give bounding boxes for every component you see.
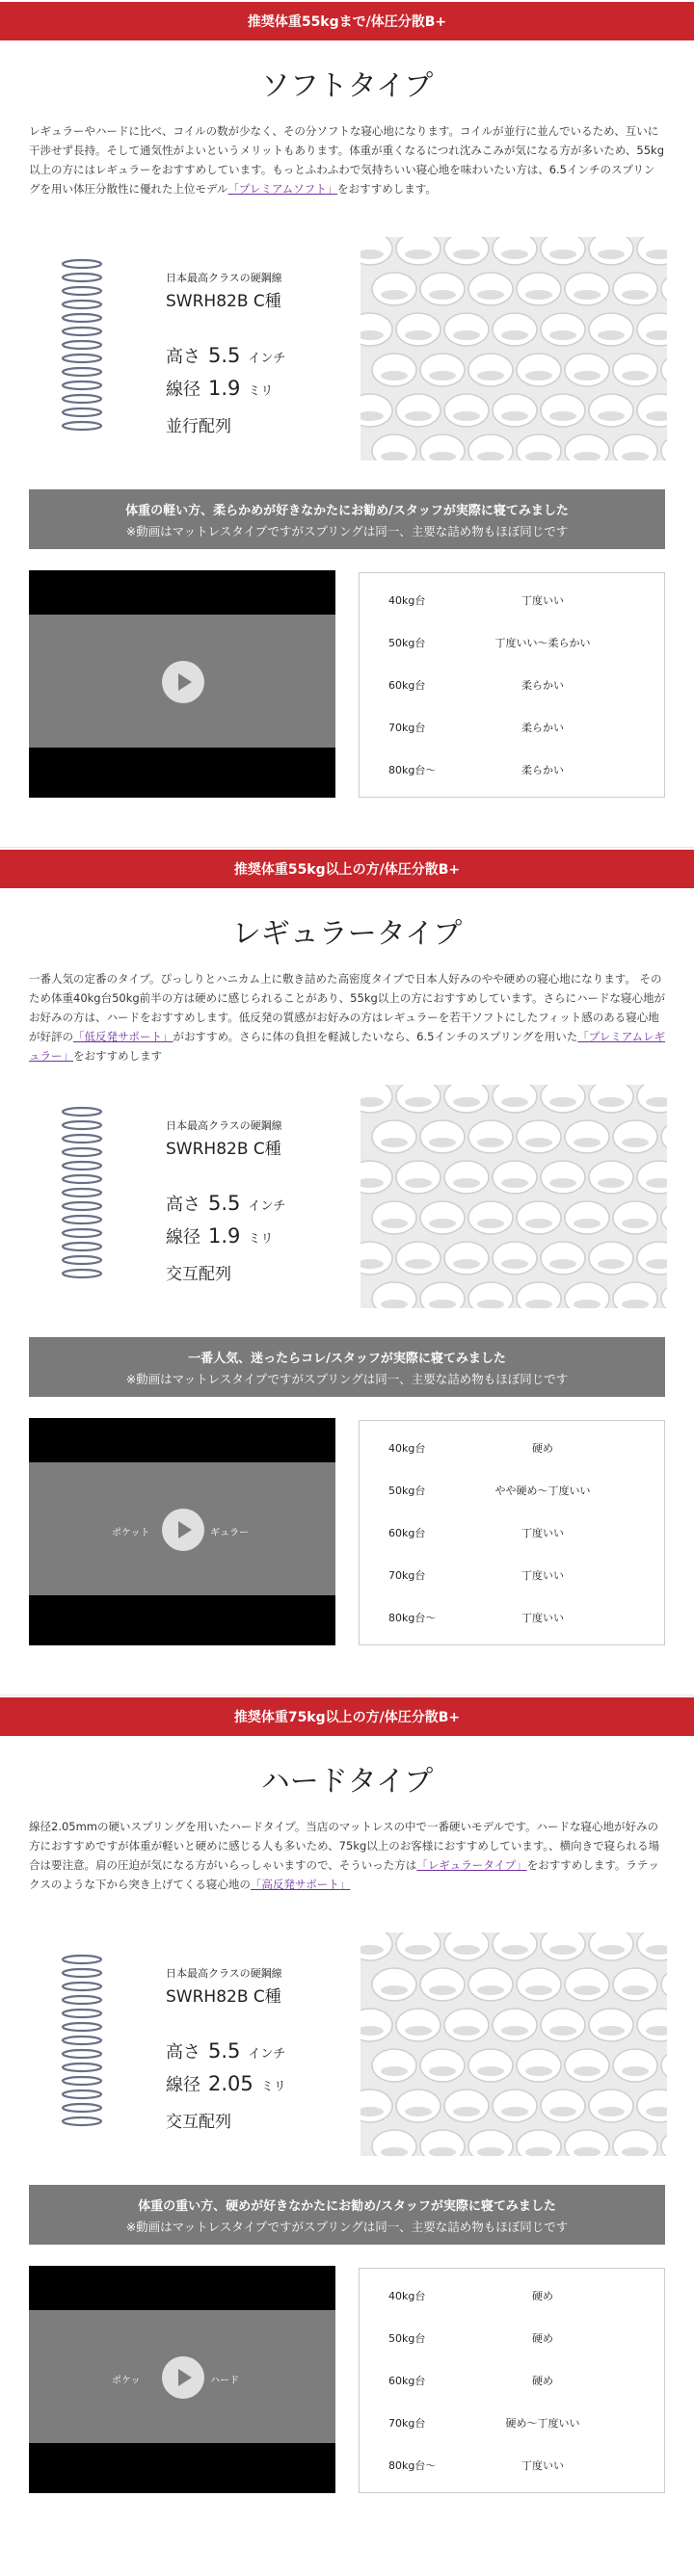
weight-cell: 60kg台 (388, 2375, 426, 2387)
recommend-banner: 推奨体重55kg以上の方/体圧分散B+ (0, 850, 694, 888)
spring-coil-icon (58, 256, 106, 449)
spec-unit: ミリ (260, 2080, 286, 2094)
table-row (360, 2444, 664, 2486)
section-title: レギュラータイプ (231, 917, 463, 951)
spec-label: 高さ (166, 2042, 200, 2063)
firmness-cell: 柔らかい (521, 764, 564, 776)
spec-model: SWRH82B C種 (166, 292, 281, 311)
spring-spec (29, 227, 342, 473)
recommend-banner: 推奨体重55kgまで/体圧分散B+ (0, 2, 694, 40)
firmness-cell: 丁度いい (521, 594, 564, 607)
table-row (360, 2402, 664, 2444)
table-row (360, 1511, 664, 1554)
spec-unit: インチ (248, 352, 286, 366)
firmness-cell: 硬め (532, 1442, 553, 1455)
table-row (360, 579, 664, 621)
video-caption-left: ポケッ (112, 2376, 141, 2386)
product-link[interactable]: 「低反発サポート」 (73, 1030, 174, 1043)
weight-cell: 40kg台 (388, 2290, 426, 2302)
spec-heading: 日本最高クラスの硬鋼線 (166, 1119, 282, 1132)
spring-coil-icon (58, 1952, 106, 2144)
desc-text: をおすすめします。 (337, 182, 437, 196)
table-row (360, 706, 664, 749)
video-heading-bar (29, 1337, 665, 1397)
section-description (29, 1817, 665, 1894)
play-icon[interactable] (162, 2356, 204, 2399)
weight-cell: 50kg台 (388, 637, 426, 649)
table-row (360, 2317, 664, 2359)
weight-cell: 70kg台 (388, 2417, 426, 2430)
desc-text: をおすすめします。ラテックスのような下から突き上げてくる寝心地の (29, 1858, 659, 1891)
weight-cell: 50kg台 (388, 1485, 426, 1497)
coil-pattern-image (360, 1085, 667, 1308)
table-row (360, 621, 664, 664)
desc-text: レギュラーやハードに比べ、コイルの数が少なく、その分ソフトな寝心地になります。コイルが並行に並んでいるため、互いに干渉せず長持。そして通気性がよいというメリットもあります。体重が重くなるにつれ沈みこみが気になる方が多いため、55kg以上の方にはレギュラーをおすすめしています。もっとふわふわで気持ちいい寝心地を味わいたい方は、6.5インチのスプリングを用い体圧分散性に優れた上位モデル (29, 124, 665, 196)
product-link[interactable]: 「高反発サポート」 (250, 1878, 351, 1891)
product-link[interactable]: 「プレミアムレギュラー」 (29, 1030, 665, 1063)
video-heading-bar (29, 2185, 665, 2245)
firmness-cell: やや硬め〜丁度いい (494, 1485, 591, 1497)
firmness-table (359, 2268, 665, 2493)
weight-cell: 70kg台 (388, 722, 426, 734)
firmness-cell: 丁度いい (521, 2459, 564, 2472)
spec-wire (166, 2071, 286, 2096)
spec-label: 線径 (166, 2075, 200, 2095)
spec-arrangement: 交互配列 (166, 1265, 231, 1284)
table-row (360, 2359, 664, 2402)
desc-text: をおすすめします (73, 1049, 163, 1063)
desc-text: がおすすめ。さらに体の負担を軽減したいなら、6.5インチのスプリングを用いた (173, 1030, 578, 1043)
video-caption-left: ポケット (112, 1528, 150, 1538)
weight-cell: 80kg台〜 (388, 1612, 437, 1624)
section-description (29, 969, 665, 1065)
type-section-soft (0, 0, 694, 848)
coil-pattern-image (360, 1932, 667, 2156)
firmness-cell: 丁度いい (521, 1527, 564, 1539)
spec-label: 線径 (166, 380, 200, 400)
video-heading-bar (29, 489, 665, 549)
pocket-coil-photo (360, 1085, 667, 1308)
weight-cell: 50kg台 (388, 2332, 426, 2345)
video-heading: 一番人気、迷ったらコレ/スタッフが実際に寝てみました (188, 1351, 506, 1366)
type-section-regular (0, 848, 694, 1695)
pocket-coil-photo (360, 1932, 667, 2156)
spec-height (166, 2038, 285, 2063)
video-player[interactable] (29, 570, 335, 798)
firmness-table (359, 572, 665, 798)
spec-height (166, 1191, 285, 1216)
spec-label: 線径 (166, 1227, 200, 1248)
section-title: ソフトタイプ (260, 69, 434, 103)
play-icon[interactable] (162, 661, 204, 703)
video-caption-right: ハード (210, 2376, 239, 2386)
video-caption-right: ギュラー (210, 1528, 249, 1538)
table-row (360, 664, 664, 706)
video-heading: 体重の重い方、硬めが好きなかたにお勧め/スタッフが実際に寝てみました (138, 2198, 556, 2214)
spring-spec (29, 1075, 342, 1321)
weight-cell: 60kg台 (388, 1527, 426, 1539)
product-link[interactable]: 「レギュラータイプ」 (416, 1858, 527, 1872)
video-player[interactable] (29, 1418, 335, 1645)
table-row (360, 1554, 664, 1596)
section-description (29, 121, 665, 198)
section-title: ハードタイプ (260, 1765, 434, 1799)
spec-value: 5.5 (208, 1192, 241, 1215)
table-row (360, 1596, 664, 1639)
spec-wire (166, 376, 273, 401)
firmness-table (359, 1420, 665, 1645)
spec-heading: 日本最高クラスの硬鋼線 (166, 1967, 282, 1980)
video-heading: 体重の軽い方、柔らかめが好きなかたにお勧め/スタッフが実際に寝てみました (125, 503, 569, 518)
weight-cell: 60kg台 (388, 679, 426, 692)
table-row (360, 749, 664, 791)
firmness-cell: 丁度いい〜柔らかい (494, 637, 591, 649)
spec-height (166, 343, 285, 368)
firmness-cell: 硬め (532, 2375, 553, 2387)
type-section-hard (0, 1695, 694, 2543)
spec-label: 高さ (166, 347, 200, 367)
firmness-cell: 丁度いい (521, 1569, 564, 1582)
recommend-banner: 推奨体重75kg以上の方/体圧分散B+ (0, 1697, 694, 1736)
spec-arrangement: 交互配列 (166, 2113, 231, 2132)
weight-cell: 80kg台〜 (388, 764, 437, 776)
weight-cell: 70kg台 (388, 1569, 426, 1582)
spring-spec (29, 1923, 342, 2169)
spec-model: SWRH82B C種 (166, 1987, 281, 2007)
spec-value: 5.5 (208, 2039, 241, 2063)
table-row (360, 1427, 664, 1469)
spec-unit: インチ (248, 1199, 286, 1214)
spec-wire (166, 1223, 273, 1249)
spec-value: 1.9 (208, 1224, 241, 1248)
spec-value: 1.9 (208, 377, 241, 400)
spec-label: 高さ (166, 1195, 200, 1215)
spec-unit: ミリ (248, 384, 274, 399)
firmness-cell: 硬め〜丁度いい (505, 2417, 580, 2430)
play-icon[interactable] (162, 1509, 204, 1551)
video-note: ※動画はマットレスタイプですがスプリングは同一、主要な詰め物もほぼ同じです (125, 2219, 569, 2234)
spec-value: 2.05 (208, 2072, 254, 2095)
weight-cell: 40kg台 (388, 1442, 426, 1455)
spec-heading: 日本最高クラスの硬鋼線 (166, 272, 282, 284)
spec-unit: インチ (248, 2047, 286, 2062)
coil-pattern-image (360, 237, 667, 460)
spring-coil-icon (58, 1104, 106, 1297)
table-row (360, 2274, 664, 2317)
firmness-cell: 硬め (532, 2332, 553, 2345)
desc-text: 一番人気の定番のタイプ。ぴっしりとハニカム上に敷き詰めた高密度タイプで日本人好みのやや硬めの寝心地になります。 そのため体重40kg台50kg前半の方は硬めに感じられることがあり、55kg以上の方におすすめしています。さらにハードな寝心地がお好みの方は、ハードをおすすめします。低反発の質感がお好みの方はレギュラーを若干ソフトにしたフィット感のある寝心地が好評の (29, 972, 665, 1043)
weight-cell: 40kg台 (388, 594, 426, 607)
spec-model: SWRH82B C種 (166, 1140, 281, 1159)
firmness-cell: 柔らかい (521, 679, 564, 692)
desc-text: 線径2.05mmの硬いスプリングを用いたハードタイプ。当店のマットレスの中で一番硬いモデルです。ハードな寝心地が好みの方におすすめですが体重が軽いと硬めに感じる人も多いため、75kg以上のお客様におすすめしています。、横向きで寝られる場合は要注意。肩の圧迫が気になる方がいらっしゃいますので、そういった方は (29, 1820, 660, 1872)
firmness-cell: 柔らかい (521, 722, 564, 734)
spec-value: 5.5 (208, 344, 241, 367)
firmness-cell: 丁度いい (521, 1612, 564, 1624)
video-player[interactable] (29, 2266, 335, 2493)
spec-arrangement: 並行配列 (166, 417, 231, 436)
pocket-coil-photo (360, 237, 667, 460)
firmness-cell: 硬め (532, 2290, 553, 2302)
video-note: ※動画はマットレスタイプですがスプリングは同一、主要な詰め物もほぼ同じです (125, 523, 569, 539)
video-note: ※動画はマットレスタイプですがスプリングは同一、主要な詰め物もほぼ同じです (125, 1371, 569, 1386)
weight-cell: 80kg台〜 (388, 2459, 437, 2472)
product-link[interactable]: 「プレミアムソフト」 (227, 182, 338, 196)
spec-unit: ミリ (248, 1232, 274, 1247)
table-row (360, 1469, 664, 1511)
